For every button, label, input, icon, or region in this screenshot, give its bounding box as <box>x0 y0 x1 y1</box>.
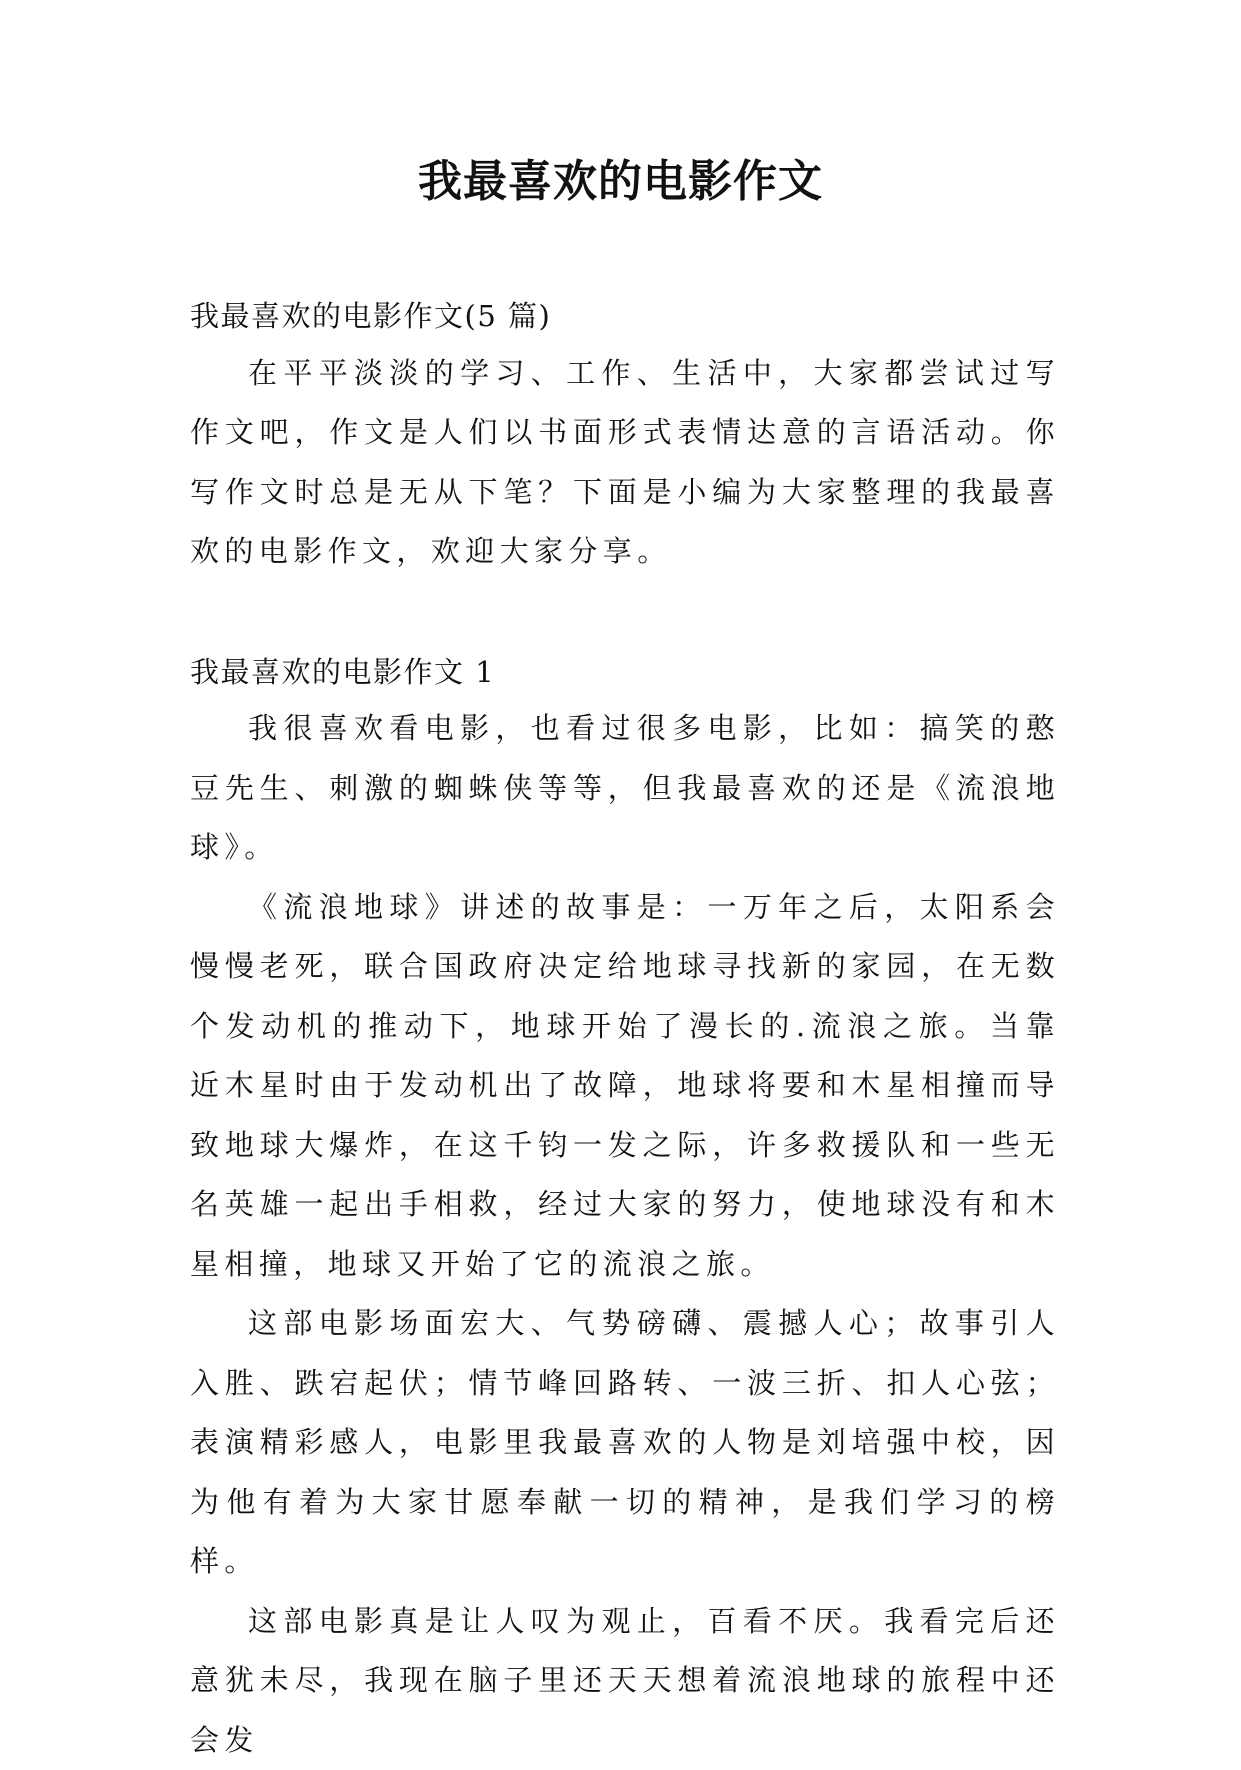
body-paragraph: 《流浪地球》讲述的故事是：一万年之后，太阳系会慢慢老死，联合国政府决定给地球寻找新的家园，在无数个发动机的推动下，地球开始了漫长的.流浪之旅。当靠近木星时由于发动机出了故障，地球将要和木星相撞而导致地球大爆炸，在这千钧一发之际，许多救援队和一些无名英雄一起出手相救，经过大家的努力，使地球没有和木星相撞，地球又开始了它的流浪之旅。 <box>190 878 1060 1295</box>
intro-paragraph: 在平平淡淡的学习、工作、生活中，大家都尝试过写作文吧，作文是人们以书面形式表情达意的言语活动。你写作文时总是无从下笔？下面是小编为大家整理的我最喜欢的电影作文，欢迎大家分享。 <box>190 344 1060 582</box>
body-paragraph: 这部电影场面宏大、气势磅礴、震撼人心；故事引人入胜、跌宕起伏；情节峰回路转、一波三折、扣人心弦；表演精彩感人，电影里我最喜欢的人物是刘培强中校，因为他有着为大家甘愿奉献一切的精神，是我们学习的榜样。 <box>190 1294 1060 1592</box>
document-body <box>190 290 1060 1770</box>
body-paragraph: 这部电影真是让人叹为观止，百看不厌。我看完后还意犹未尽，我现在脑子里还天天想着流浪地球的旅程中还会发 <box>190 1592 1060 1770</box>
document-title: 我最喜欢的电影作文 <box>0 150 1241 214</box>
body-paragraph: 我很喜欢看电影，也看过很多电影，比如：搞笑的憨豆先生、刺激的蜘蛛侠等等，但我最喜欢的还是《流浪地球》。 <box>190 699 1060 878</box>
section-spacer <box>190 582 1060 646</box>
section-heading: 我最喜欢的电影作文 1 <box>190 646 1060 700</box>
document-subtitle: 我最喜欢的电影作文(5 篇) <box>190 290 1060 344</box>
